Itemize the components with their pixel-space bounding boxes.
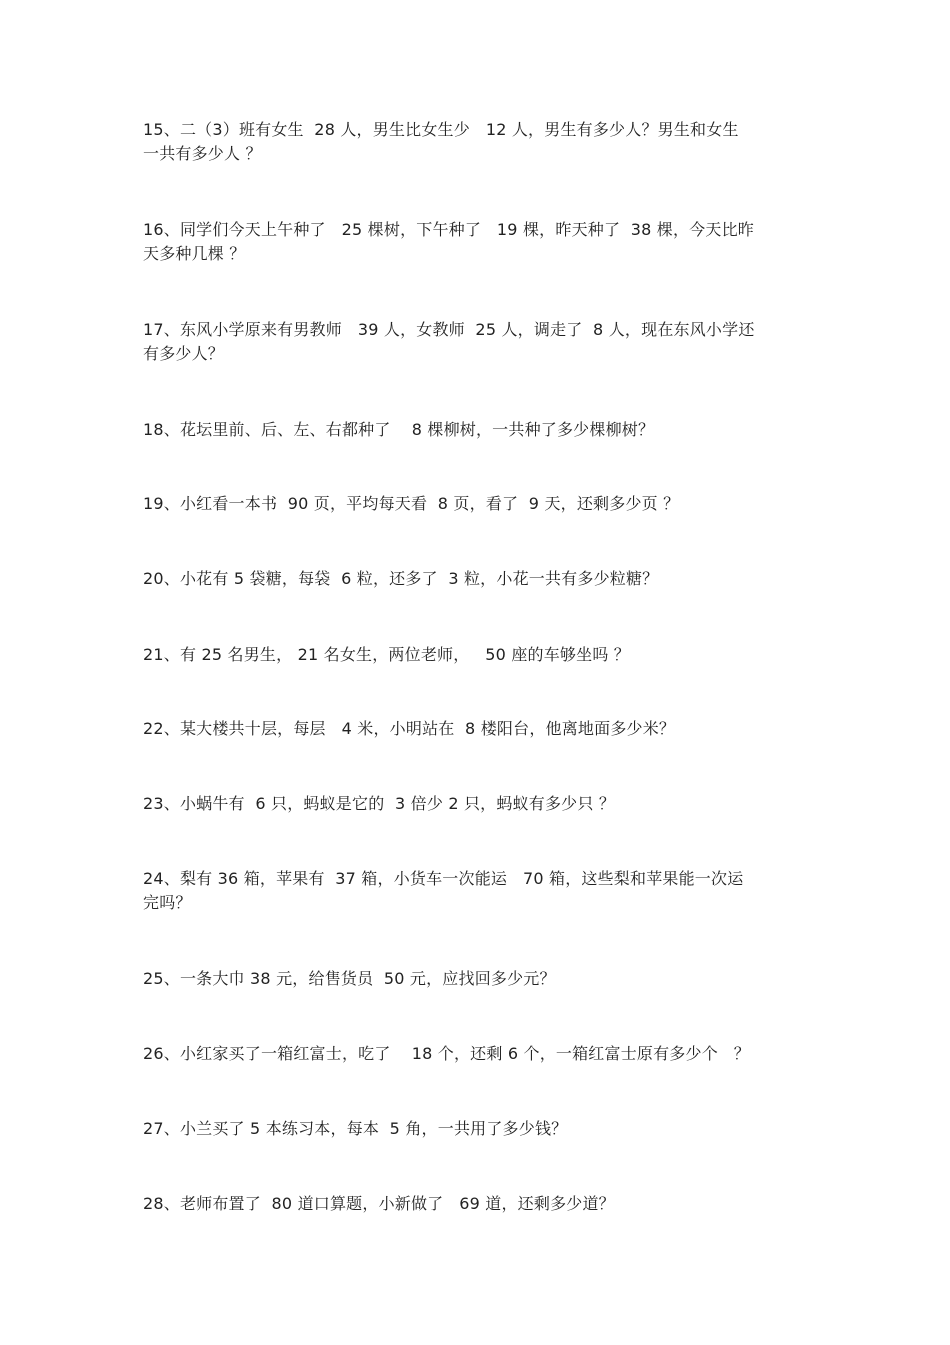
problem-text: 23、小蜗牛有 6 只，蚂蚁是它的 3 倍少 2 只，蚂蚁有多少只 ？ — [143, 794, 616, 813]
problem-24 — [143, 867, 803, 915]
problem-22 — [143, 717, 803, 741]
problem-21 — [143, 643, 803, 667]
problem-text: 19、小红看一本书 90 页，平均每天看 8 页，看了 9 天，还剩多少页 ？ — [143, 494, 680, 513]
problem-15 — [143, 118, 803, 166]
problem-text: 有多少人？ — [143, 344, 225, 363]
problem-17 — [143, 318, 803, 366]
problem-26 — [143, 1042, 803, 1066]
problem-19 — [143, 492, 803, 516]
problem-text: 一共有多少人 ？ — [143, 144, 262, 163]
problem-text: 15、二（3）班有女生 28 人，男生比女生少 12 人，男生有多少人？男生和女生 — [143, 120, 739, 139]
problem-text: 28、老师布置了 80 道口算题，小新做了 69 道，还剩多少道？ — [143, 1194, 615, 1213]
problem-25 — [143, 967, 803, 991]
problem-text: 26、小红家买了一箱红富士，吃了 18 个，还剩 6 个，一箱红富士原有多少个 ？ — [143, 1044, 750, 1063]
problem-text: 21、有 25 名男生， 21 名女生，两位老师， 50 座的车够坐吗 ？ — [143, 645, 631, 664]
problem-text: 18、花坛里前、后、左、右都种了 8 棵柳树，一共种了多少棵柳树？ — [143, 420, 655, 439]
problem-text: 16、同学们今天上午种了 25 棵树，下午种了 19 棵，昨天种了 38 棵，今天比昨 — [143, 220, 754, 239]
problem-text: 完吗？ — [143, 893, 192, 912]
problem-text: 25、一条大巾 38 元，给售货员 50 元，应找回多少元？ — [143, 969, 556, 988]
problem-text: 20、小花有 5 袋糖，每袋 6 粒，还多了 3 粒，小花一共有多少粒糖？ — [143, 569, 659, 588]
problem-18 — [143, 418, 803, 442]
problem-text: 22、某大楼共十层，每层 4 米，小明站在 8 楼阳台，他离地面多少米？ — [143, 719, 676, 738]
problem-text: 27、小兰买了 5 本练习本，每本 5 角，一共用了多少钱？ — [143, 1119, 568, 1138]
problem-16 — [143, 218, 803, 266]
problem-28 — [143, 1192, 803, 1216]
problem-23 — [143, 792, 803, 816]
problem-20 — [143, 567, 803, 591]
problem-text: 24、梨有 36 箱，苹果有 37 箱，小货车一次能运 70 箱，这些梨和苹果能一次运 — [143, 869, 744, 888]
problem-text: 天多种几棵 ？ — [143, 244, 246, 263]
problem-text: 17、东风小学原来有男教师 39 人，女教师 25 人，调走了 8 人，现在东风小学还 — [143, 320, 755, 339]
problem-27 — [143, 1117, 803, 1141]
